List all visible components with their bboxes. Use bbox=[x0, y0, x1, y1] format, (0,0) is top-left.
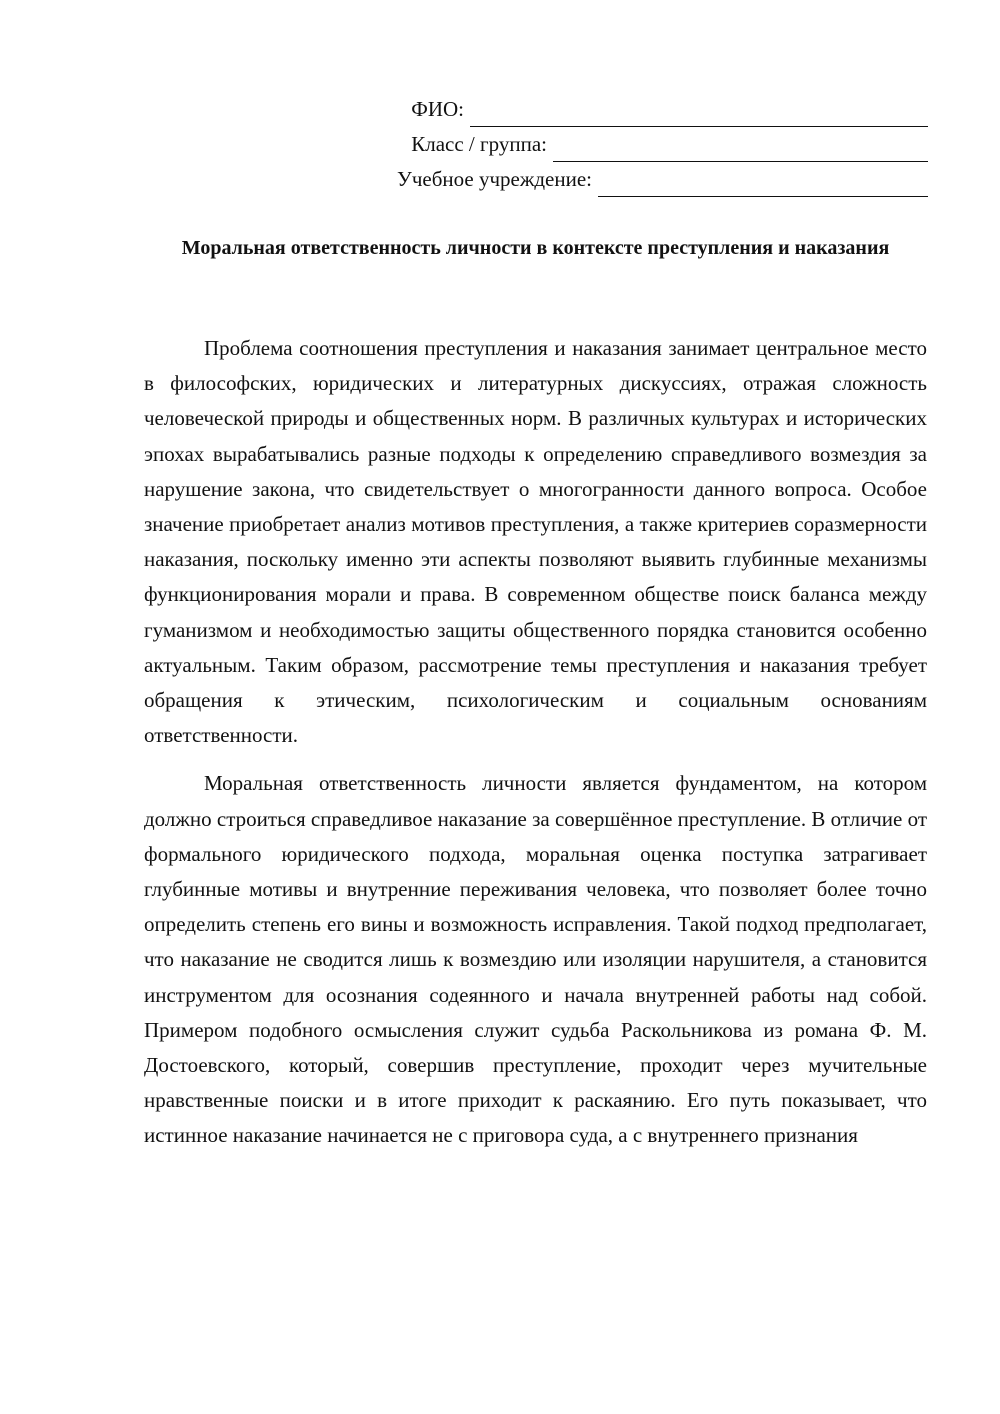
school-field-row bbox=[328, 162, 928, 197]
document-title: Моральная ответственность личности в контексте преступления и наказания bbox=[181, 237, 890, 259]
class-group-label: Класс / группа: bbox=[411, 132, 547, 156]
paragraph-introduction: Проблема соотношения преступления и наказания занимает центральное место в философских, юридических и литературных дискуссиях, отражая сложность человеческой природы и общественных норм. В различных культурах и исторических эпохах вырабатывались разные подходы к определению справедливого возмездия за нарушение закона, что свидетельствует о многогранности данного вопроса. Особое значение приобретает анализ мотивов преступления, а также критериев соразмерности наказания, поскольку именно эти аспекты позволяют выявить глубинные механизмы функционирования морали и права. В современном обществе поиск баланса между гуманизмом и необходимостью защиты общественного порядка становится особенно актуальным. Таким образом, рассмотрение темы преступления и наказания требует обращения к этическим, психологическим и социальным основаниям ответственности. bbox=[144, 336, 927, 748]
fio-blank-line[interactable] bbox=[470, 99, 928, 127]
class-group-blank-line[interactable] bbox=[553, 134, 928, 162]
document-body bbox=[144, 331, 927, 1167]
paragraph-moral-responsibility: Моральная ответственность личности является фундаментом, на котором должно строиться справедливое наказание за совершённое преступление. В отличие от формального юридического подхода, моральная оценка поступка затрагивает глубинные мотивы и внутренние переживания человека, что позволяет более точно определить степень его вины и возможность исправления. Такой подход предполагает, что наказание не сводится лишь к возмездию или изоляции нарушителя, а становится инструментом для осознания содеянного и начала внутренней работы над собой. Примером подобного осмысления служит судьба Раскольникова из романа Ф. М. Достоевского, который, совершив преступление, проходит через мучительные нравственные поиски и в итоге приходит к раскаянию. Его путь показывает, что истинное наказание начинается не с приговора суда, а с внутреннего признания bbox=[144, 771, 927, 1148]
class-field-row bbox=[328, 127, 928, 162]
student-info-block bbox=[328, 92, 928, 197]
school-label: Учебное учреждение: bbox=[396, 167, 592, 191]
fio-label: ФИО: bbox=[411, 97, 464, 121]
fio-field-row bbox=[328, 92, 928, 127]
school-blank-line[interactable] bbox=[598, 169, 928, 197]
